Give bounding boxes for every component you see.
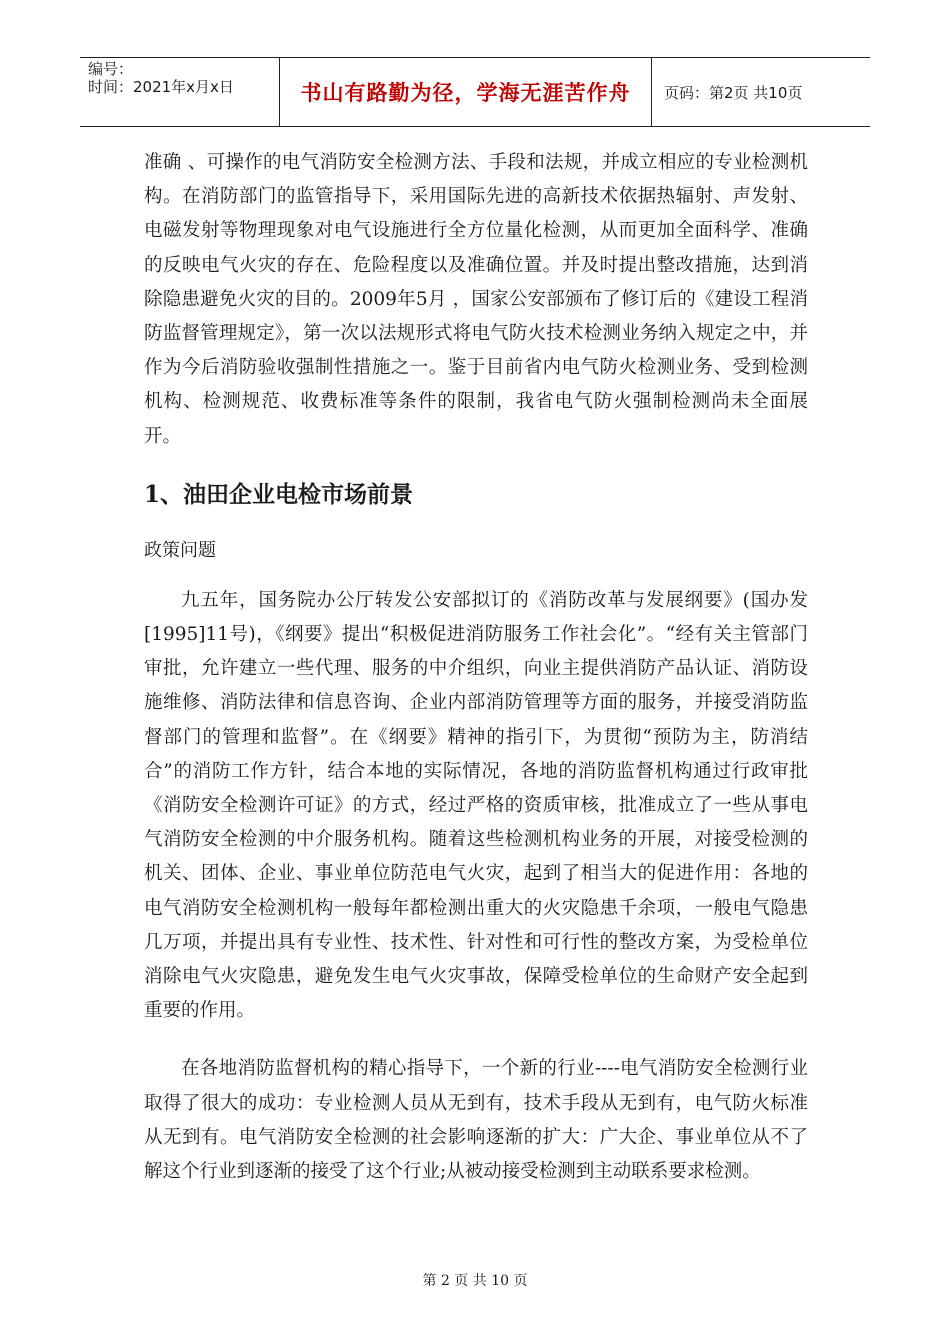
subheading: 政策问题	[144, 539, 216, 561]
document-body	[144, 146, 808, 1189]
section-heading: 1、油田企业电检市场前景	[144, 480, 414, 508]
time-label: 时间：2021年x月x日	[88, 78, 234, 96]
header-motto: 书山有路勤为径，学海无涯苦作舟	[280, 58, 652, 126]
page-header	[80, 57, 870, 127]
paragraph-1: 准确 、可操作的电气消防安全检测方法、手段和法规，并成立相应的专业检测机构。在消防部门的监管指导下，采用国际先进的高新技术依据热辐射、声发射、电磁发射等物理现象对电气设施进行全方位量化检测，从而更加全面科学、准确的反映电气火灾的存在、危险程度以及准确位置。并及时提出整改措施，达到消除隐患避免火灾的目的。2009年5月 ，国家公安部颁布了修订后的《建设工程消防监督管理规定》，第一次以法规形式将电气防火技术检测业务纳入规定之中，并作为今后消防验收强制性措施之一。鉴于目前省内电气防火检测业务、受到检测机构、检测规范、收费标准等条件的限制，我省电气防火强制检测尚未全面展开。	[144, 152, 808, 447]
page-footer: 第 2 页 共 10 页	[422, 1273, 528, 1289]
paragraph-3: 在各地消防监督机构的精心指导下，一个新的行业----电气消防安全检测行业取得了很大的成功：专业检测人员从无到有，技术手段从无到有，电气防火标准从无到有。电气消防安全检测的社会影响逐渐的扩大：广大企、事业单位从不了解这个行业到逐渐的接受了这个行业;从被动接受检测到主动联系要求检测。	[144, 1058, 808, 1183]
paragraph-2: 九五年，国务院办公厅转发公安部拟订的《消防改革与发展纲要》(国办发[1995]11号)，《纲要》提出“积极促进消防服务工作社会化”。“经有关主管部门审批，允许建立一些代理、服务的中介组织，向业主提供消防产品认证、消防设施维修、消防法律和信息咨询、企业内部消防管理等方面的服务，并接受消防监督部门的管理和监督”。在《纲要》精神的指引下，为贯彻“预防为主，防消结合”的消防工作方针，结合本地的实际情况，各地的消防监督机构通过行政审批《消防安全检测许可证》的方式，经过严格的资质审核，批准成立了一些从事电气消防安全检测的中介服务机构。随着这些检测机构业务的开展，对接受检测的机关、团体、企业、事业单位防范电气火灾，起到了相当大的促进作用：各地的电气消防安全检测机构一般每年都检测出重大的火灾隐患千余项，一般电气隐患几万项，并提出具有专业性、技术性、针对性和可行性的整改方案，为受检单位消除电气火灾隐患，避免发生电气火灾事故，保障受检单位的生命财产安全起到重要的作用。	[144, 589, 808, 1022]
header-page-info: 页码：第2页 共10页	[664, 83, 803, 102]
header-meta	[80, 58, 280, 126]
number-label: 编号：	[88, 60, 134, 78]
